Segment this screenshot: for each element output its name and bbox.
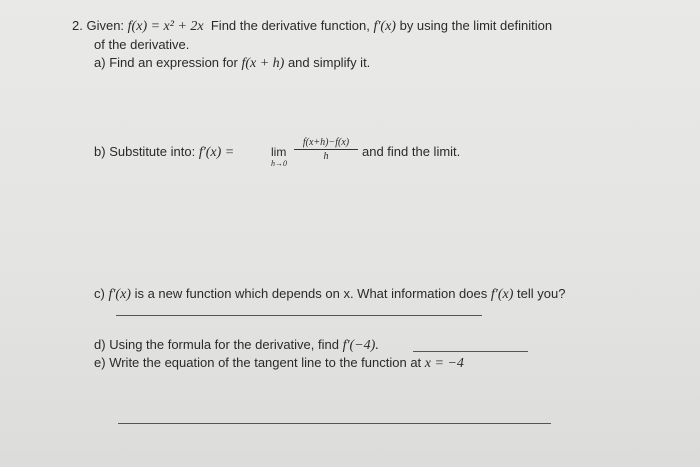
part-d-label: d): [94, 337, 106, 352]
part-e-math: x = −4: [424, 356, 464, 371]
part-c-fprime2: f′(x): [490, 287, 514, 302]
question-2-line2: [94, 37, 189, 52]
given-label: Given:: [86, 18, 125, 33]
part-c-answer-line: [116, 315, 482, 316]
part-a-text2: and simplify it.: [287, 55, 371, 70]
part-c-fprime: f′(x): [108, 287, 131, 302]
instruction-line2: of the derivative.: [94, 37, 190, 52]
question-2-line1: [72, 18, 552, 35]
lim-text: lim: [271, 145, 287, 159]
instruction-text-a: Find the derivative function,: [210, 18, 370, 33]
part-c: [94, 286, 565, 303]
part-a-label: a): [94, 55, 106, 70]
part-d: [94, 337, 379, 354]
part-c-text: is a new function which depends on x. What information does: [134, 286, 488, 301]
part-b-lhs: f′(x) =: [198, 145, 235, 160]
part-a: [94, 55, 370, 72]
fraction-bar: [294, 149, 358, 150]
part-d-answer-line: [413, 351, 528, 352]
part-e-text: Write the equation of the tangent line to the function at: [109, 355, 422, 370]
part-b-text: Substitute into:: [109, 144, 196, 159]
part-b-text2: and find the limit.: [362, 144, 461, 159]
part-d-text: Using the formula for the derivative, find: [109, 337, 339, 352]
fraction-denominator: h: [323, 151, 329, 162]
instruction-text-b: by using the limit definition: [399, 18, 553, 33]
part-e-answer-line: [118, 423, 551, 424]
part-b-end: [362, 144, 460, 159]
part-a-math: f(x + h): [241, 56, 285, 71]
fraction-numerator: f(x+h)−f(x): [302, 137, 350, 148]
limit-operator: [271, 145, 287, 168]
difference-quotient: [294, 137, 358, 162]
part-e: [94, 355, 464, 372]
part-d-math: f′(−4).: [342, 338, 379, 353]
part-b-label: b): [94, 144, 106, 159]
part-e-label: e): [94, 355, 106, 370]
fprime-symbol: f′(x): [373, 19, 396, 34]
part-c-text2: tell you?: [517, 286, 566, 301]
question-number: 2.: [72, 18, 83, 33]
part-b: [94, 144, 234, 161]
lim-subscript: h→0: [271, 159, 287, 168]
part-a-text: Find an expression for: [109, 55, 238, 70]
given-function: f(x) = x² + 2x: [127, 19, 204, 34]
part-c-label: c): [94, 286, 105, 301]
